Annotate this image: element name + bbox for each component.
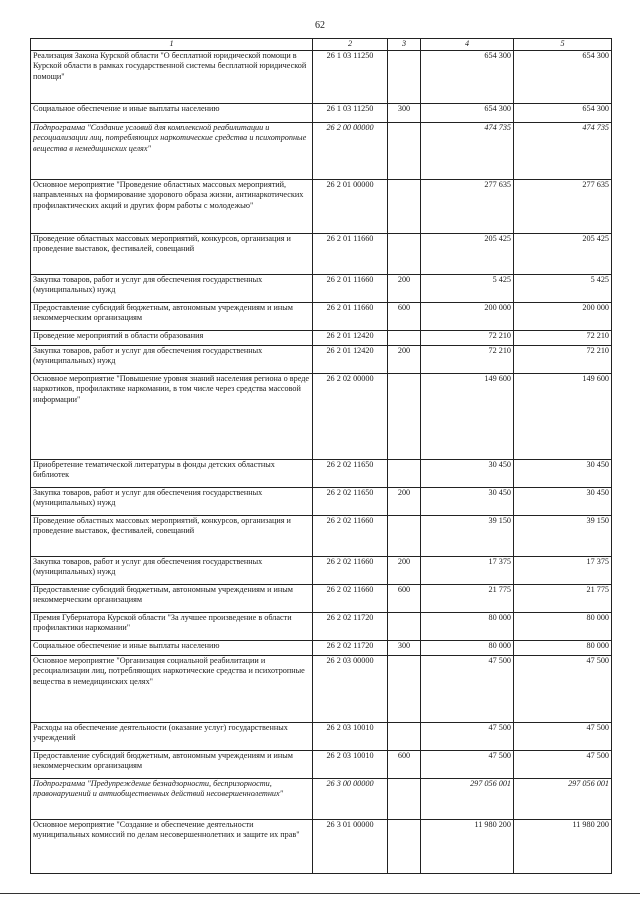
- row-name: Закупка товаров, работ и услуг для обеспечения государственных (муниципальных) нужд: [31, 557, 313, 585]
- row-value-col4: 30 450: [421, 460, 514, 488]
- row-value-col5: 72 210: [514, 331, 612, 346]
- row-expense-type: 200: [388, 346, 421, 374]
- page-bottom-rule: [0, 893, 640, 894]
- row-value-col4: 30 450: [421, 488, 514, 516]
- row-code: 26 2 02 11720: [313, 641, 388, 656]
- row-value-col4: 21 775: [421, 585, 514, 613]
- table-row: [31, 613, 612, 641]
- header-col-3: 3: [388, 39, 421, 51]
- row-code: 26 1 03 11250: [313, 51, 388, 104]
- row-value-col4: 11 980 200: [421, 820, 514, 874]
- row-name: Основное мероприятие "Организация социальной реабилитации и ресоциализации лиц, потребляющих наркотические средства и психотропные вещества в немедицинских целях": [31, 656, 313, 723]
- row-code: 26 2 02 11660: [313, 516, 388, 557]
- table-row: [31, 641, 612, 656]
- row-value-col4: 654 300: [421, 51, 514, 104]
- row-expense-type: [388, 180, 421, 234]
- row-expense-type: [388, 123, 421, 180]
- row-code: 26 2 02 00000: [313, 374, 388, 460]
- row-code: 26 2 02 11650: [313, 460, 388, 488]
- row-expense-type: [388, 820, 421, 874]
- row-name: Предоставление субсидий бюджетным, автономным учреждениям и иным некоммерческим организациям: [31, 303, 313, 331]
- row-value-col4: 80 000: [421, 641, 514, 656]
- row-value-col4: 47 500: [421, 656, 514, 723]
- row-code: 26 2 02 11720: [313, 613, 388, 641]
- header-col-5: 5: [514, 39, 612, 51]
- row-value-col4: 72 210: [421, 346, 514, 374]
- row-expense-type: 600: [388, 303, 421, 331]
- row-expense-type: [388, 656, 421, 723]
- row-name: Социальное обеспечение и иные выплаты населению: [31, 104, 313, 123]
- row-code: 26 1 03 11250: [313, 104, 388, 123]
- row-value-col4: 5 425: [421, 275, 514, 303]
- table-row: [31, 723, 612, 751]
- row-value-col5: 39 150: [514, 516, 612, 557]
- table-row: [31, 303, 612, 331]
- row-name: Реализация Закона Курской области "О бесплатной юридической помощи в Курской области в рамках государственной системы бесплатной юридической помощи": [31, 51, 313, 104]
- row-value-col5: 72 210: [514, 346, 612, 374]
- row-code: 26 2 03 00000: [313, 656, 388, 723]
- budget-table: [30, 38, 612, 874]
- row-expense-type: [388, 331, 421, 346]
- row-value-col5: 205 425: [514, 234, 612, 275]
- row-expense-type: [388, 51, 421, 104]
- row-name: Проведение областных массовых мероприятий, конкурсов, организация и проведение выставок, фестивалей, совещаний: [31, 234, 313, 275]
- row-name: Подпрограмма "Предупреждение безнадзорности, беспризорности, правонарушений и антиобщественных действий несовершеннолетних": [31, 779, 313, 820]
- row-value-col4: 47 500: [421, 723, 514, 751]
- row-name: Премия Губернатора Курской области "За лучшее произведение в области профилактики наркомании": [31, 613, 313, 641]
- row-code: 26 2 01 12420: [313, 346, 388, 374]
- row-value-col5: 80 000: [514, 613, 612, 641]
- row-code: 26 2 02 11660: [313, 557, 388, 585]
- row-expense-type: [388, 516, 421, 557]
- row-expense-type: 200: [388, 275, 421, 303]
- row-value-col4: 200 000: [421, 303, 514, 331]
- row-value-col5: 47 500: [514, 751, 612, 779]
- row-name: Основное мероприятие "Повышение уровня знаний населения региона о вреде наркотиков, профилактике наркомании, в том числе через средства массовой информации": [31, 374, 313, 460]
- row-code: 26 2 01 12420: [313, 331, 388, 346]
- row-name: Подпрограмма "Создание условий для комплексной реабилитации и ресоциализации лиц, потребляющих наркотические средства и психотропные вещества в немедицинских целях": [31, 123, 313, 180]
- table-row: [31, 51, 612, 104]
- row-value-col5: 47 500: [514, 723, 612, 751]
- row-code: 26 2 01 11660: [313, 303, 388, 331]
- row-value-col5: 149 600: [514, 374, 612, 460]
- row-name: Основное мероприятие "Создание и обеспечение деятельности муниципальных комиссий по делам несовершеннолетних и защите их прав": [31, 820, 313, 874]
- row-code: 26 3 00 00000: [313, 779, 388, 820]
- row-expense-type: [388, 234, 421, 275]
- row-value-col4: 205 425: [421, 234, 514, 275]
- row-value-col4: 72 210: [421, 331, 514, 346]
- table-row: [31, 104, 612, 123]
- row-expense-type: 200: [388, 488, 421, 516]
- row-code: 26 3 01 00000: [313, 820, 388, 874]
- row-code: 26 2 02 11650: [313, 488, 388, 516]
- table-row: [31, 331, 612, 346]
- table-header-row: [31, 39, 612, 51]
- row-name: Закупка товаров, работ и услуг для обеспечения государственных (муниципальных) нужд: [31, 346, 313, 374]
- row-value-col5: 654 300: [514, 104, 612, 123]
- table-row: [31, 123, 612, 180]
- row-code: 26 2 01 11660: [313, 234, 388, 275]
- row-expense-type: 300: [388, 641, 421, 656]
- row-value-col4: 17 375: [421, 557, 514, 585]
- row-value-col4: 297 056 001: [421, 779, 514, 820]
- table-row: [31, 557, 612, 585]
- row-value-col5: 277 635: [514, 180, 612, 234]
- row-expense-type: [388, 779, 421, 820]
- row-code: 26 2 00 00000: [313, 123, 388, 180]
- row-value-col5: 80 000: [514, 641, 612, 656]
- table-row: [31, 820, 612, 874]
- row-expense-type: [388, 613, 421, 641]
- row-value-col5: 21 775: [514, 585, 612, 613]
- row-code: 26 2 01 11660: [313, 275, 388, 303]
- table-row: [31, 346, 612, 374]
- table-row: [31, 275, 612, 303]
- row-value-col4: 47 500: [421, 751, 514, 779]
- row-code: 26 2 01 00000: [313, 180, 388, 234]
- row-value-col4: 474 735: [421, 123, 514, 180]
- table-row: [31, 460, 612, 488]
- row-value-col5: 654 300: [514, 51, 612, 104]
- row-code: 26 2 02 11660: [313, 585, 388, 613]
- table-row: [31, 516, 612, 557]
- table-row: [31, 374, 612, 460]
- row-name: Проведение областных массовых мероприятий, конкурсов, организация и проведение выставок, фестивалей, совещаний: [31, 516, 313, 557]
- table-row: [31, 751, 612, 779]
- row-name: Закупка товаров, работ и услуг для обеспечения государственных (муниципальных) нужд: [31, 275, 313, 303]
- row-expense-type: [388, 723, 421, 751]
- row-name: Приобретение тематической литературы в фонды детских областных библиотек: [31, 460, 313, 488]
- header-col-2: 2: [313, 39, 388, 51]
- row-value-col5: 297 056 001: [514, 779, 612, 820]
- row-expense-type: 200: [388, 557, 421, 585]
- row-value-col4: 149 600: [421, 374, 514, 460]
- row-name: Проведение мероприятий в области образования: [31, 331, 313, 346]
- row-value-col5: 30 450: [514, 460, 612, 488]
- row-value-col5: 11 980 200: [514, 820, 612, 874]
- row-value-col5: 17 375: [514, 557, 612, 585]
- row-expense-type: 600: [388, 585, 421, 613]
- row-value-col5: 47 500: [514, 656, 612, 723]
- row-name: Закупка товаров, работ и услуг для обеспечения государственных (муниципальных) нужд: [31, 488, 313, 516]
- row-value-col4: 277 635: [421, 180, 514, 234]
- row-value-col5: 5 425: [514, 275, 612, 303]
- table-row: [31, 234, 612, 275]
- row-code: 26 2 03 10010: [313, 751, 388, 779]
- row-value-col4: 39 150: [421, 516, 514, 557]
- row-value-col4: 80 000: [421, 613, 514, 641]
- row-expense-type: 600: [388, 751, 421, 779]
- row-name: Предоставление субсидий бюджетным, автономным учреждениям и иным некоммерческим организациям: [31, 751, 313, 779]
- row-expense-type: [388, 460, 421, 488]
- row-code: 26 2 03 10010: [313, 723, 388, 751]
- header-col-1: 1: [31, 39, 313, 51]
- row-expense-type: 300: [388, 104, 421, 123]
- table-row: [31, 180, 612, 234]
- row-name: Социальное обеспечение и иные выплаты населению: [31, 641, 313, 656]
- row-value-col4: 654 300: [421, 104, 514, 123]
- row-name: Расходы на обеспечение деятельности (оказание услуг) государственных учреждений: [31, 723, 313, 751]
- table-row: [31, 488, 612, 516]
- header-col-4: 4: [421, 39, 514, 51]
- row-value-col5: 200 000: [514, 303, 612, 331]
- row-name: Основное мероприятие "Проведение областных массовых мероприятий, направленных на формирование здорового образа жизни, антинаркотических профилактических акций и других форм работы с молодежью": [31, 180, 313, 234]
- row-value-col5: 30 450: [514, 488, 612, 516]
- table-row: [31, 656, 612, 723]
- row-name: Предоставление субсидий бюджетным, автономным учреждениям и иным некоммерческим организациям: [31, 585, 313, 613]
- table-row: [31, 779, 612, 820]
- page-number: 62: [315, 20, 325, 31]
- row-value-col5: 474 735: [514, 123, 612, 180]
- row-expense-type: [388, 374, 421, 460]
- table-row: [31, 585, 612, 613]
